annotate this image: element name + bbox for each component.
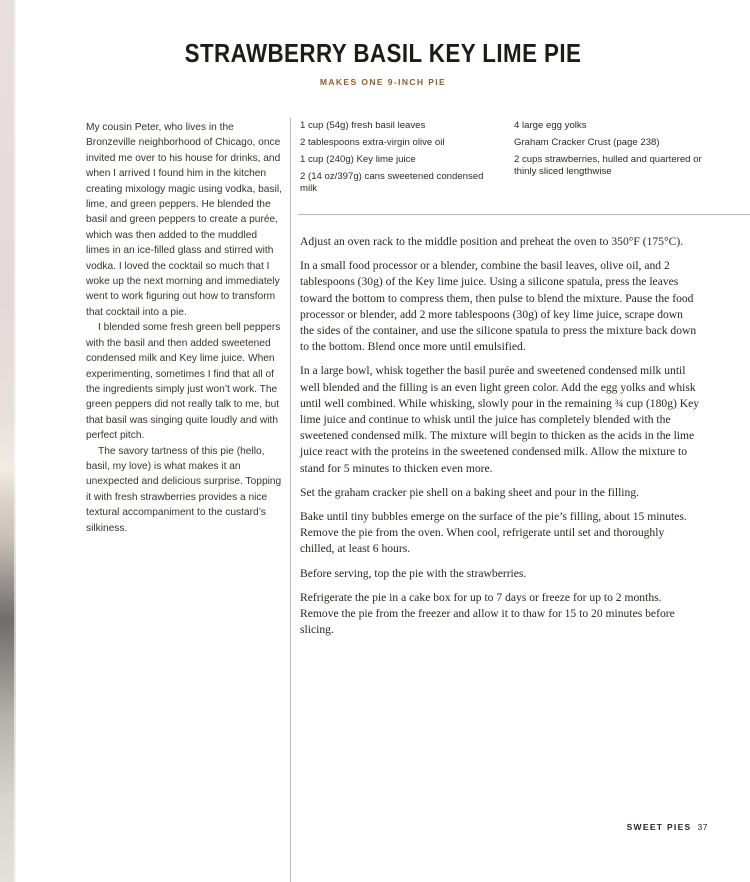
- headnote-paragraph: I blended some fresh green bell peppers with the basil and then added sweetened condensed milk and Key lime juice. When experimenting, sometimes I find that all of the ingredients simply just won’t work. The green peppers did not really talk to me, but that basil was singing quite loudly and with perfect pitch.: [86, 322, 281, 442]
- ingredient-list-right: [514, 120, 724, 183]
- ingredient-item: Graham Cracker Crust (page 238): [514, 137, 660, 148]
- method-step: Set the graham cracker pie shell on a baking sheet and pour in the filling.: [300, 485, 640, 499]
- headnote-paragraph: The savory tartness of this pie (hello, basil, my love) is what makes it an unexpected and delicious surprise. Topping it with fresh strawberries provides a nice textural accompaniment to the custard’s silkiness.: [86, 445, 282, 534]
- ingredient-item: 2 (14 oz/397g) cans sweetened condensed milk: [300, 171, 484, 194]
- method-step: Refrigerate the pie in a cake box for up to 7 days or freeze for up to 2 months. Remove the pie from the freezer and allow it to thaw for 15 to 20 minutes before slicing.: [300, 590, 675, 637]
- footer-section-name: SWEET PIES: [626, 822, 692, 832]
- recipe-yield: MAKES ONE 9-INCH PIE: [319, 77, 447, 87]
- method-step: Before serving, top the pie with the strawberries.: [300, 566, 527, 580]
- method-steps: [300, 234, 700, 646]
- method-step: In a large bowl, whisk together the basil purée and sweetened condensed milk until well blended and the filling is an even light green color. Add the egg yolks and whisk until well combined. While whisking, slowly pour in the remaining ¾ cup (180g) Key lime juice and continue to whisk until the juice has completely blended with the sweetened condensed milk. The mixture will begin to thicken as the acids in the lime juice react with the proteins in the sweetened condensed milk. Allow the mixture to stand for 5 minutes to thicken even more.: [300, 364, 700, 475]
- ingredient-item: 1 cup (240g) Key lime juice: [300, 154, 416, 165]
- ingredient-item: 2 cups strawberries, hulled and quartered or thinly sliced lengthwise: [514, 154, 702, 177]
- column-divider: [290, 118, 291, 882]
- recipe-title: STRAWBERRY BASIL KEY LIME PIE: [184, 38, 582, 68]
- headnote-paragraph: My cousin Peter, who lives in the Bronzeville neighborhood of Chicago, once invited me over to his house for drinks, and when I arrived I found him in the kitchen creating mixology magic using vodka, basil, lime, and green peppers. He blended the basil and green peppers to create a purée, which was then added to the muddled limes in an ice-filled glass and stirred with vodka. I loved the cocktail so much that I woke up the next morning and immediately went to work figuring out how to transform that cocktail into a pie.: [86, 122, 282, 318]
- ingredient-item: 1 cup (54g) fresh basil leaves: [300, 120, 426, 131]
- ingredient-list-left: [300, 120, 500, 200]
- method-step: Adjust an oven rack to the middle position and preheat the oven to 350°F (175°C).: [300, 235, 684, 248]
- previous-page-photo-edge: [0, 0, 16, 882]
- method-step: In a small food processor or a blender, combine the basil leaves, olive oil, and 2 tablespoons (30g) of the Key lime juice. Using a silicone spatula, press the leaves toward the bottom to compress them, then pulse to blend the mixture. Pause the food processor or blender, add 2 more tablespoons (30g) of key lime juice, scrape down the sides of the container, and use the silicone spatula to press the mixture back down to the bottom. Blend once more until emulsified.: [300, 259, 697, 354]
- headnote: [86, 120, 282, 536]
- ingredients-rule: [298, 214, 750, 215]
- ingredient-item: 4 large egg yolks: [514, 120, 587, 131]
- page-footer: [627, 822, 708, 832]
- ingredient-item: 2 tablespoons extra-virgin olive oil: [300, 137, 445, 148]
- page-number: 37: [697, 822, 708, 832]
- method-step: Bake until tiny bubbles emerge on the surface of the pie’s filling, about 15 minutes. Remove the pie from the oven. When cool, refrigerate until set and thoroughly chilled, at least 6 hours.: [300, 510, 687, 556]
